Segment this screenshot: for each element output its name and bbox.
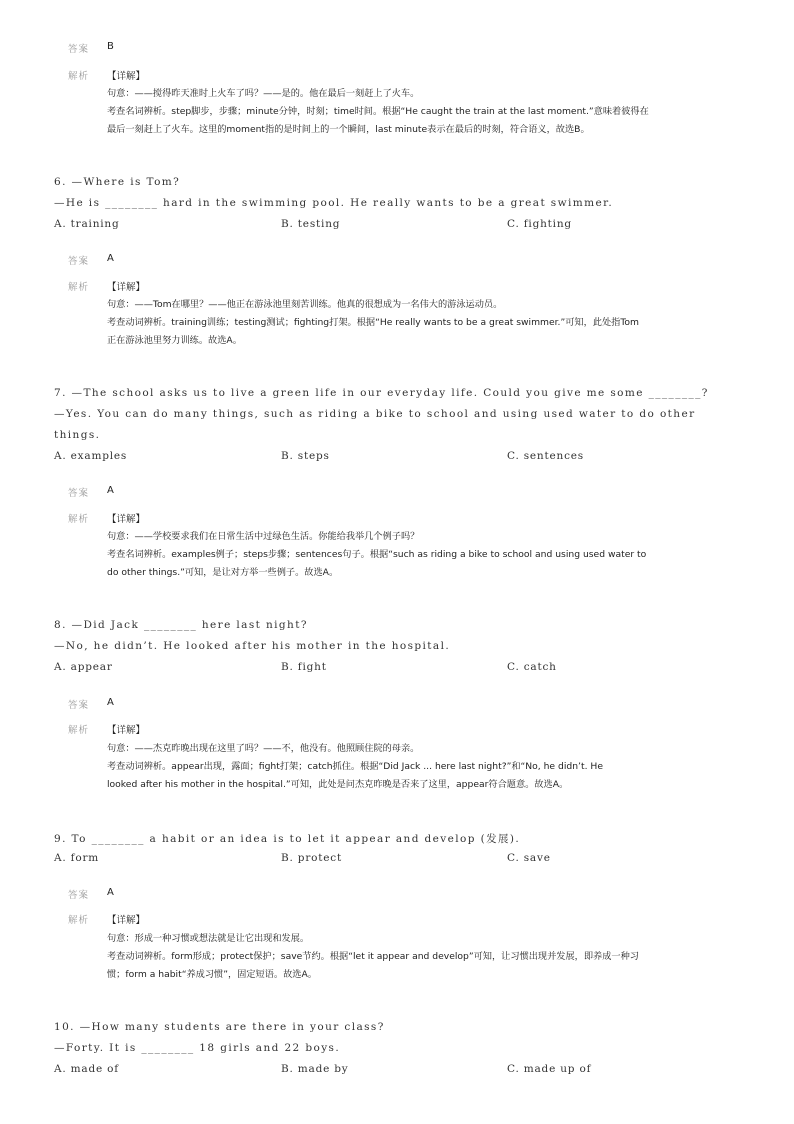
option-a[interactable]: A. form bbox=[54, 852, 100, 864]
option-a[interactable]: A. made of bbox=[54, 1063, 119, 1075]
explanation-line: 句意：——搅得昨天准时上火车了吗？——是的。他在最后一刻赶上了火车。 bbox=[107, 88, 420, 99]
explanation-line: 考查名词辨析。step脚步，步骤；minute分钟，时刻；time时间。根据“He caught the train at the last moment.”意味着彼得在 bbox=[107, 106, 649, 117]
question-stem: —Yes. You can do many things, such as riding a bike to school and using used water to do other bbox=[54, 408, 696, 420]
explanation-line: 句意：——学校要求我们在日常生活中过绿色生活。你能给我举几个例子吗？ bbox=[107, 531, 420, 542]
explanation-line: 惯；form a habit“养成习惯”，固定短语。故选A。 bbox=[107, 969, 317, 980]
question-stem: 10. —How many students are there in your class? bbox=[54, 1021, 385, 1033]
answer-tag: 答案 bbox=[68, 256, 90, 267]
explanation-line: 最后一刻赶上了火车。这里的moment指的是时间上的一个瞬间，last minute表示在最后的时刻，符合语义，故选B。 bbox=[107, 124, 590, 135]
question-stem: 7. —The school asks us to live a green life in our everyday life. Could you give me some ________? bbox=[54, 387, 709, 399]
answer-value: A bbox=[107, 485, 114, 496]
option-b[interactable]: B. protect bbox=[281, 852, 342, 864]
detail-heading: 【详解】 bbox=[107, 514, 146, 525]
option-a[interactable]: A. examples bbox=[54, 450, 128, 462]
explanation-line: 句意：——杰克昨晚出现在这里了吗？——不，他没有。他照顾住院的母亲。 bbox=[107, 743, 420, 754]
detail-heading: 【详解】 bbox=[107, 71, 146, 82]
question-stem: —No, he didn’t. He looked after his mother in the hospital. bbox=[54, 640, 451, 652]
answer-tag: 答案 bbox=[68, 44, 90, 55]
answer-value: A bbox=[107, 253, 114, 264]
option-b[interactable]: B. made by bbox=[281, 1063, 349, 1075]
explanation-line: 正在游泳池里努力训练。故选A。 bbox=[107, 335, 242, 346]
explanation-line: 考查名词辨析。examples例子；steps步骤；sentences句子。根据“such as riding a bike to school and using used water to bbox=[107, 549, 647, 560]
detail-heading: 【详解】 bbox=[107, 915, 146, 926]
answer-tag: 答案 bbox=[68, 488, 90, 499]
answer-value: A bbox=[107, 697, 114, 708]
explanation-line: 句意：形成一种习惯或想法就是让它出现和发展。 bbox=[107, 933, 310, 944]
question-stem: —Forty. It is ________ 18 girls and 22 boys. bbox=[54, 1042, 341, 1054]
explanation-line: do other things.”可知，是让对方举一些例子。故选A。 bbox=[107, 567, 339, 578]
analysis-tag: 解析 bbox=[68, 514, 90, 525]
option-c[interactable]: C. save bbox=[507, 852, 551, 864]
question-stem: 6. —Where is Tom? bbox=[54, 176, 181, 188]
question-stem: 9. To ________ a habit or an idea is to let it appear and develop (发展). bbox=[54, 833, 521, 845]
question-stem: —He is ________ hard in the swimming pool. He really wants to be a great swimmer. bbox=[54, 197, 614, 209]
explanation-line: 句意：——Tom在哪里？——他正在游泳池里刻苦训练。他真的很想成为一名伟大的游泳运动员。 bbox=[107, 299, 503, 310]
option-c[interactable]: C. made up of bbox=[507, 1063, 592, 1075]
question-stem: 8. —Did Jack ________ here last night? bbox=[54, 619, 308, 631]
answer-tag: 答案 bbox=[68, 700, 90, 711]
option-c[interactable]: C. catch bbox=[507, 661, 557, 673]
answer-tag: 答案 bbox=[68, 890, 90, 901]
option-c[interactable]: C. fighting bbox=[507, 218, 572, 230]
analysis-tag: 解析 bbox=[68, 725, 90, 736]
explanation-line: 考查动词辨析。training训练；testing测试；fighting打架。根据“He really wants to be a great swimmer.”可知，此处指Tom bbox=[107, 317, 639, 328]
analysis-tag: 解析 bbox=[68, 915, 90, 926]
option-a[interactable]: A. training bbox=[54, 218, 120, 230]
explanation-line: looked after his mother in the hospital.”可知，此处是问杰克昨晚是否来了这里，appear符合题意。故选A。 bbox=[107, 779, 569, 790]
question-stem: things. bbox=[54, 429, 101, 441]
answer-value: B bbox=[107, 41, 114, 52]
detail-heading: 【详解】 bbox=[107, 282, 146, 293]
option-b[interactable]: B. fight bbox=[281, 661, 327, 673]
analysis-tag: 解析 bbox=[68, 282, 90, 293]
option-a[interactable]: A. appear bbox=[54, 661, 113, 673]
detail-heading: 【详解】 bbox=[107, 725, 146, 736]
explanation-line: 考查动词辨析。appear出现，露面；fight打架；catch抓住。根据“Did Jack ... here last night?”和“No, he didn’t. He bbox=[107, 761, 603, 772]
option-b[interactable]: B. steps bbox=[281, 450, 330, 462]
answer-value: A bbox=[107, 887, 114, 898]
explanation-line: 考查动词辨析。form形成；protect保护；save节约。根据“let it appear and develop”可知，让习惯出现并发展，即养成一种习 bbox=[107, 951, 639, 962]
option-c[interactable]: C. sentences bbox=[507, 450, 584, 462]
option-b[interactable]: B. testing bbox=[281, 218, 341, 230]
analysis-tag: 解析 bbox=[68, 71, 90, 82]
